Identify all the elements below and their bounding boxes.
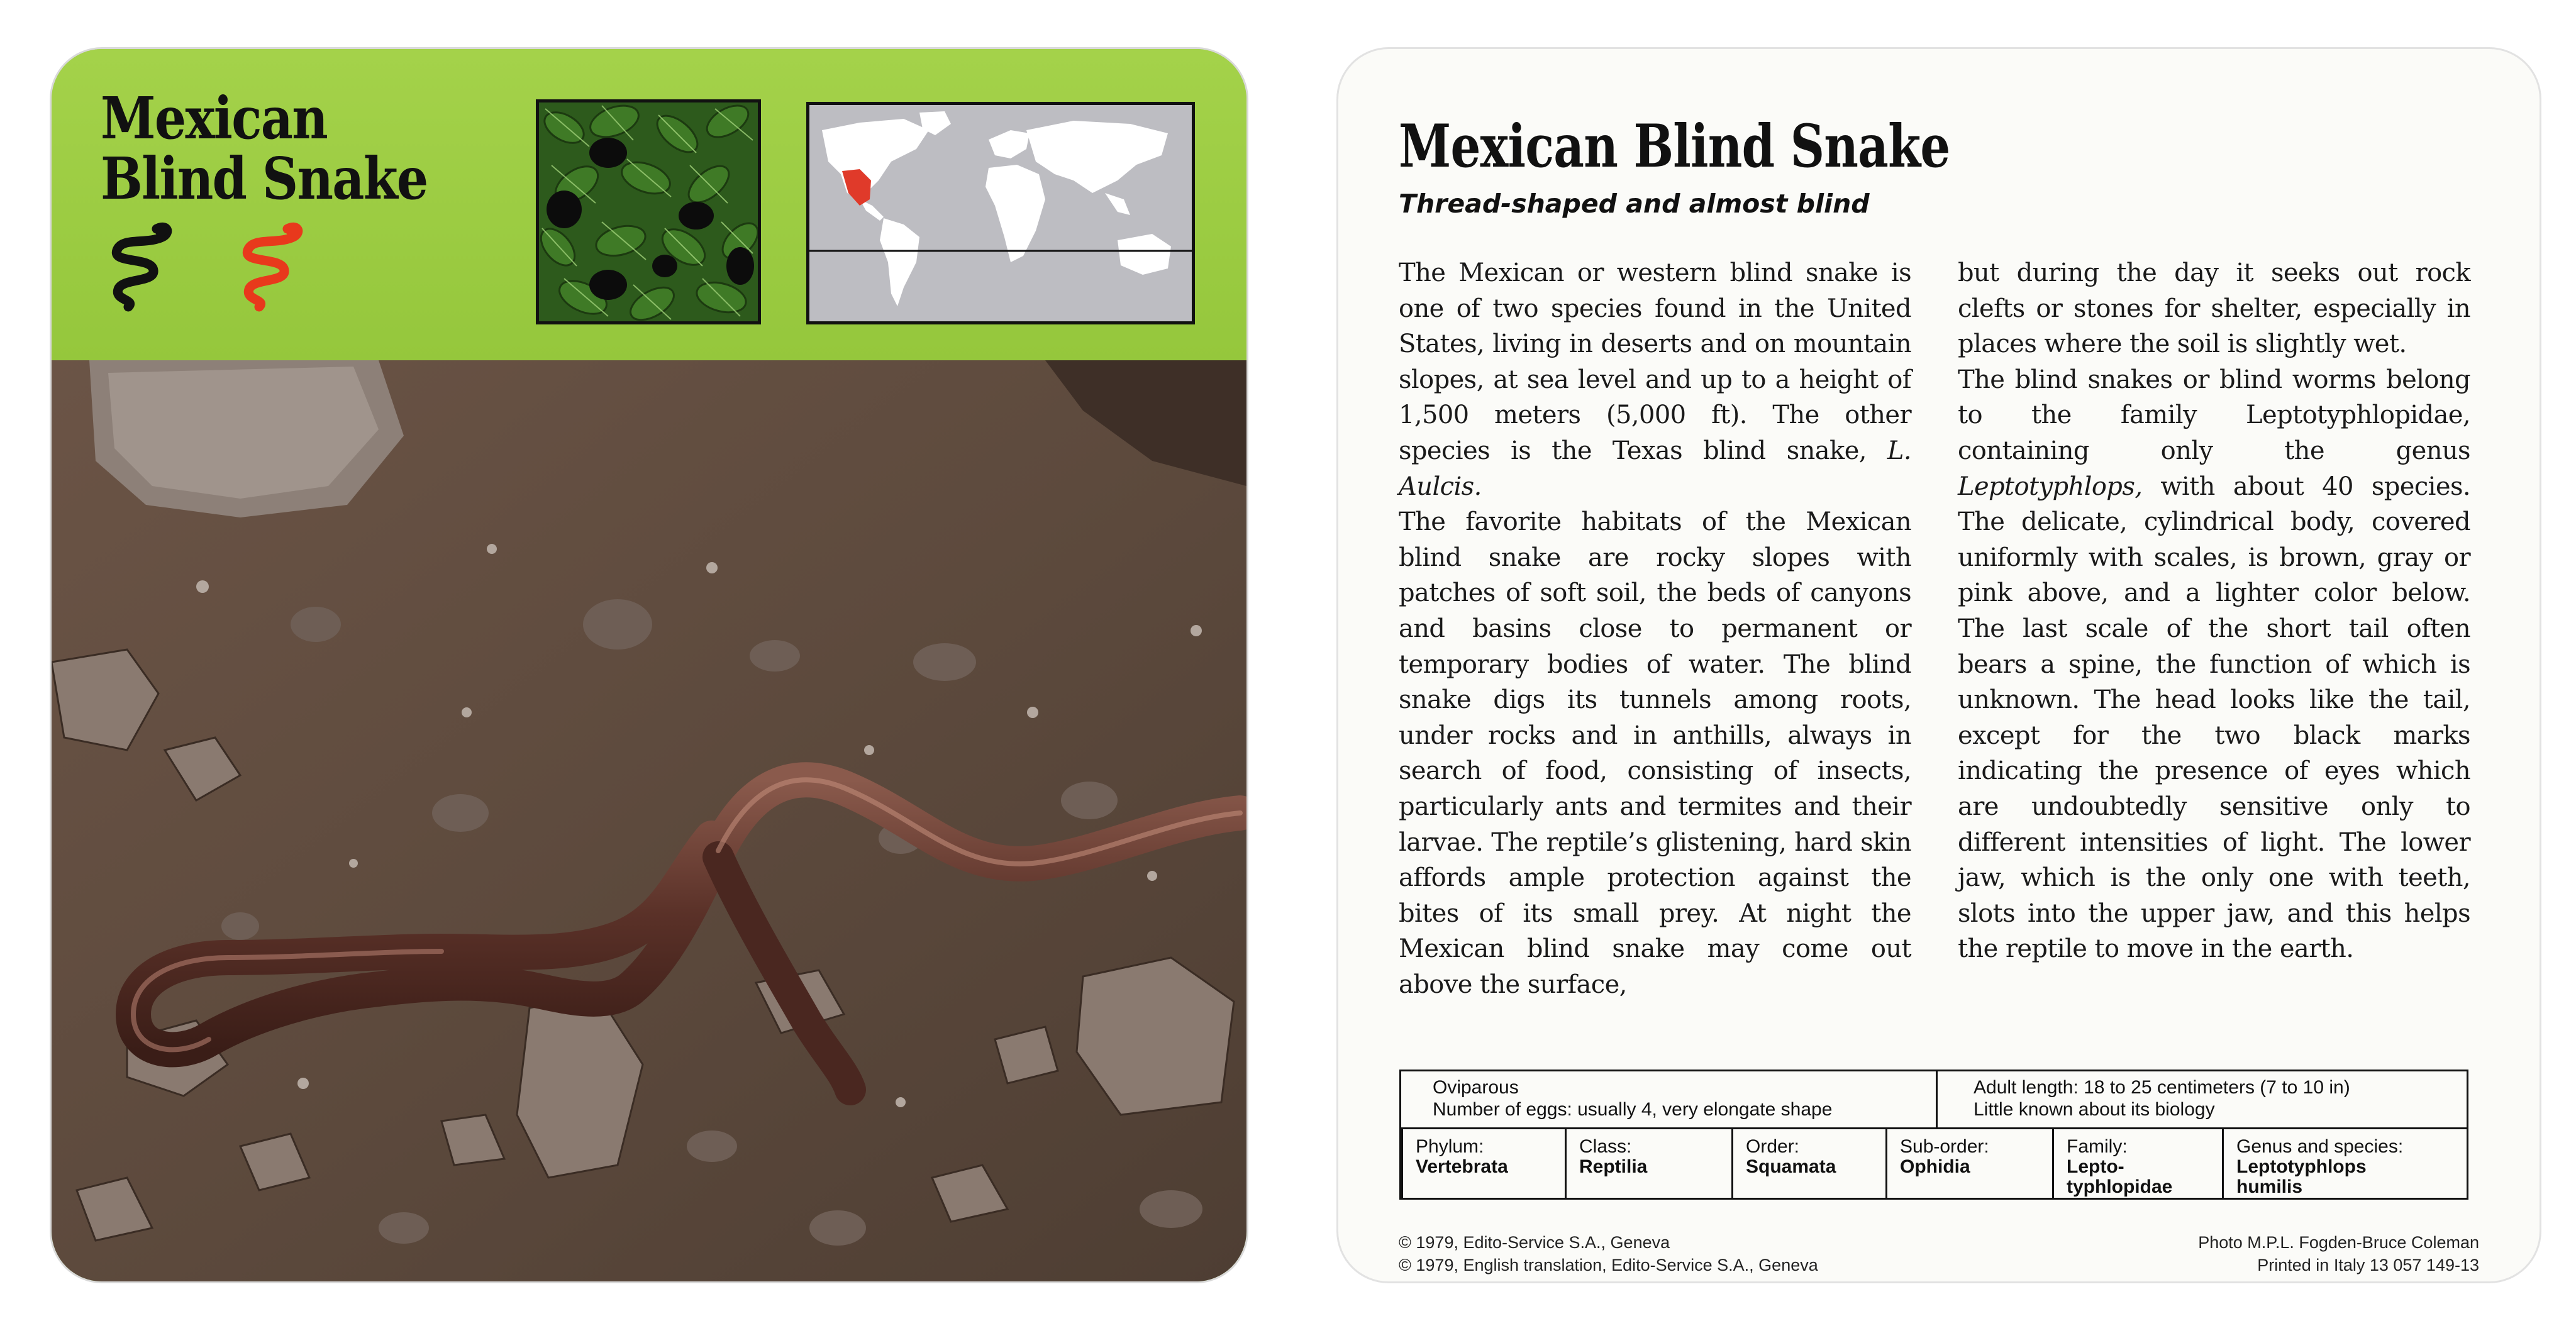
back-card-title: Mexican Blind Snake <box>1399 112 1950 181</box>
printed-line: Printed in Italy 13 057 149-13 <box>2257 1256 2479 1274</box>
table-divider <box>1936 1071 1938 1127</box>
taxonomy-label: Class: <box>1579 1136 1632 1157</box>
title-line-2: Blind Snake <box>101 145 428 213</box>
taxonomy-genus-species <box>2222 1129 2467 1200</box>
paragraph-text: with about 40 species. The delicate, cylindrical body, covered uniformly with scales, is brown, gray or pink above, and a lighter color below. The last scale of the short tail often bears a spine, the function of which is unknown. The head looks like the tail, except for the two black marks indicating the presence of eyes which are undoubtedly sensitive only to different intensities of light. The lower jaw, which is the only one with teeth, slots into the upper jaw, and this helps the reptile to move in the earth. <box>1958 472 2470 964</box>
taxonomy-phylum <box>1401 1129 1565 1200</box>
size-info <box>1974 1076 2350 1120</box>
reproduction-type: Oviparous <box>1433 1077 1519 1098</box>
taxonomy-order <box>1731 1129 1885 1200</box>
taxonomy-label: Phylum: <box>1416 1136 1484 1157</box>
photo-credit <box>2198 1231 2479 1276</box>
genus-name: Leptotyphlops, <box>1958 472 2143 501</box>
photo-credit-line: Photo M.P.L. Fogden-Bruce Coleman <box>2198 1233 2479 1252</box>
paragraph <box>1958 362 2470 967</box>
world-map-icon <box>806 102 1195 324</box>
paragraph: but during the day it seeks out rock clefts or stones for shelter, especially in places where the soil is slightly wet. <box>1958 258 2470 359</box>
biology-note: Little known about its biology <box>1974 1099 2215 1120</box>
taxonomy-family <box>2052 1129 2222 1200</box>
paragraph-text: The Mexican or western blind snake is one of two species found in the United States, living in deserts and on mountain slopes, at sea level and up to a height of 1,500 meters (5,000 ft). The other species is the Texas blind snake, <box>1399 258 1911 465</box>
taxonomy-value: Leptotyphlops humilis <box>2236 1156 2367 1197</box>
back-card-subtitle: Thread-shaped and almost blind <box>1399 189 1870 219</box>
info-table <box>1399 1070 2468 1200</box>
text-column-left <box>1399 255 1911 1002</box>
paragraph <box>1399 255 1911 504</box>
taxonomy-label: Sub-order: <box>1900 1136 1989 1157</box>
paragraph-text: The blind snakes or blind worms belong to the family Leptotyphlopidae, containing only the genus <box>1958 365 2470 465</box>
snake-red-icon <box>234 218 303 312</box>
title-line-1: Mexican <box>101 84 328 152</box>
reproduction-info <box>1433 1076 1832 1120</box>
info-table-top-row <box>1401 1071 2467 1129</box>
taxonomy-label: Family: <box>2067 1136 2128 1157</box>
taxonomy-label: Genus and species: <box>2236 1136 2404 1157</box>
front-card-header <box>52 49 1246 360</box>
taxonomy-class <box>1565 1129 1731 1200</box>
taxonomy-suborder <box>1885 1129 2052 1200</box>
taxonomy-value: Reptilia <box>1579 1156 1648 1177</box>
text-column-right <box>1958 255 2470 967</box>
taxonomy-value: Lepto-typhlopidae <box>2067 1156 2173 1197</box>
species-name: L. Aulcis. <box>1399 436 1911 501</box>
front-card-title <box>101 84 428 213</box>
taxonomy-value: Squamata <box>1746 1156 1836 1177</box>
taxonomy-value: Vertebrata <box>1416 1156 1508 1177</box>
paragraph: The favorite habitats of the Mexican blind snake are rocky slopes with patches of soft soil, the beds of canyons and basins close to permanent or temporary bodies of water. The blind snake digs its tunnels among roots, under rocks and in anthills, always in search of food, consisting of insects, particularly ants and termites and their larvae. The reptile’s glistening, hard skin affords ample protection against the bites of its small prey. At night the Mexican blind snake may come out above the surface, <box>1399 507 1911 999</box>
adult-length: Adult length: 18 to 25 centimeters (7 to 10 in) <box>1974 1077 2350 1098</box>
taxonomy-value: Ophidia <box>1900 1156 1970 1177</box>
taxonomy-label: Order: <box>1746 1136 1800 1157</box>
snake-photo <box>52 360 1246 1281</box>
habitat-leaves-icon <box>536 99 761 324</box>
front-card <box>52 49 1246 1281</box>
copyright-line: © 1979, Edito-Service S.A., Geneva <box>1399 1233 1670 1252</box>
copyright-notice <box>1399 1231 1818 1276</box>
copyright-line: © 1979, English translation, Edito-Service S.A., Geneva <box>1399 1256 1818 1274</box>
back-card <box>1338 49 2540 1281</box>
egg-count: Number of eggs: usually 4, very elongate shape <box>1433 1099 1833 1120</box>
snake-black-icon <box>103 218 172 312</box>
